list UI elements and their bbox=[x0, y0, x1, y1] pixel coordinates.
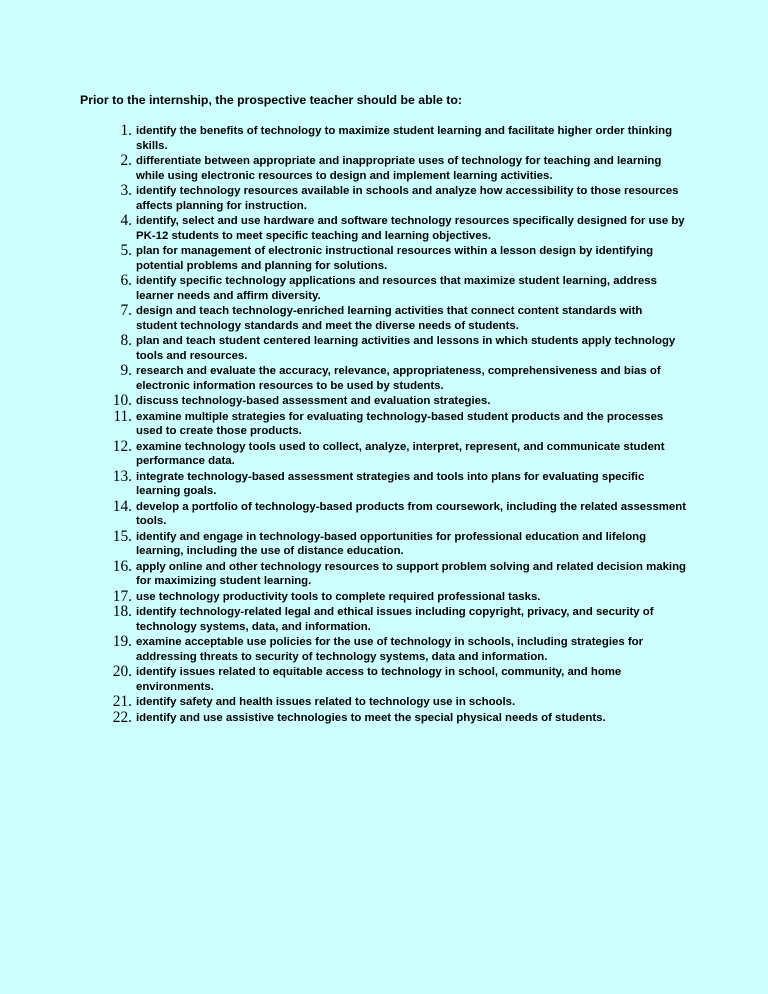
item-text: differentiate between appropriate and inappropriate uses of technology for teaching and learning while using electronic resources to design and implement learning activities. bbox=[136, 155, 662, 182]
item-number: 18. bbox=[112, 603, 132, 620]
list-item bbox=[86, 183, 686, 213]
item-number: 4. bbox=[120, 212, 132, 229]
list-item bbox=[86, 393, 686, 409]
list-item bbox=[86, 694, 686, 710]
item-number: 8. bbox=[120, 332, 132, 349]
list-item bbox=[86, 243, 686, 273]
item-text: apply online and other technology resources to support problem solving and related decision making for maximizing student learning. bbox=[136, 560, 687, 587]
item-number: 21. bbox=[112, 693, 132, 710]
item-text: discuss technology-based assessment and evaluation strategies. bbox=[136, 395, 491, 407]
item-number: 15. bbox=[112, 527, 132, 545]
objectives-list bbox=[86, 123, 686, 725]
item-text: research and evaluate the accuracy, relevance, appropriateness, comprehensiveness and bias of electronic information resources to be used by students. bbox=[136, 365, 661, 392]
item-number: 5. bbox=[120, 242, 132, 259]
item-number: 13. bbox=[112, 467, 132, 485]
item-text: identify technology resources available in schools and analyze how accessibility to those resources affects planning for instruction. bbox=[136, 185, 679, 212]
list-item bbox=[86, 409, 686, 439]
item-number: 17. bbox=[112, 587, 132, 605]
item-text: develop a portfolio of technology-based products from coursework, including the related assessment tools. bbox=[136, 500, 687, 527]
item-text: plan for management of electronic instructional resources within a lesson design by identifying potential problems and planning for solutions. bbox=[136, 245, 654, 272]
list-item bbox=[86, 333, 686, 363]
item-number: 14. bbox=[112, 497, 132, 515]
list-item bbox=[86, 664, 686, 694]
list-item bbox=[86, 634, 686, 664]
list-item bbox=[86, 123, 686, 153]
list-item bbox=[86, 604, 686, 634]
item-number: 19. bbox=[112, 633, 132, 650]
list-item bbox=[86, 559, 686, 589]
item-text: identify, select and use hardware and software technology resources specifically designed for use by PK-12 students to meet specific teaching and learning objectives. bbox=[136, 215, 685, 242]
item-text: examine acceptable use policies for the use of technology in schools, including strategies for addressing threats to security of technology systems, data and information. bbox=[136, 636, 644, 663]
item-number: 10. bbox=[112, 392, 132, 409]
item-text: identify the benefits of technology to maximize student learning and facilitate higher order thinking skills. bbox=[136, 125, 673, 152]
list-item bbox=[86, 589, 686, 605]
list-item bbox=[86, 499, 686, 529]
item-text: identify technology-related legal and ethical issues including copyright, privacy, and security of technology systems, data, and information. bbox=[136, 606, 654, 633]
list-item bbox=[86, 710, 686, 726]
item-number: 11. bbox=[113, 407, 132, 425]
item-text: plan and teach student centered learning activities and lessons in which students apply technology tools and resources. bbox=[136, 335, 676, 362]
item-text: identify and engage in technology-based opportunities for professional education and lifelong learning, including the use of distance education. bbox=[136, 530, 647, 557]
list-item bbox=[86, 469, 686, 499]
item-text: integrate technology-based assessment strategies and tools into plans for evaluating specific learning goals. bbox=[136, 470, 645, 497]
item-number: 22. bbox=[112, 708, 132, 726]
list-item bbox=[86, 273, 686, 303]
list-item bbox=[86, 529, 686, 559]
item-text: examine multiple strategies for evaluating technology-based student products and the processes used to create those products. bbox=[136, 410, 664, 437]
item-number: 2. bbox=[120, 152, 132, 169]
item-text: examine technology tools used to collect, analyze, interpret, represent, and communicate student performance data. bbox=[136, 440, 665, 467]
item-number: 3. bbox=[120, 182, 132, 199]
intro-text: Prior to the internship, the prospective teacher should be able to: bbox=[80, 93, 462, 107]
item-text: identify and use assistive technologies to meet the special physical needs of students. bbox=[136, 711, 606, 724]
list-item bbox=[86, 439, 686, 469]
item-text: use technology productivity tools to complete required professional tasks. bbox=[136, 590, 541, 603]
list-item bbox=[86, 303, 686, 333]
item-number: 16. bbox=[112, 557, 132, 575]
item-text: identify safety and health issues related to technology use in schools. bbox=[136, 696, 516, 708]
item-number: 12. bbox=[112, 437, 132, 455]
list-item bbox=[86, 363, 686, 393]
list-item bbox=[86, 153, 686, 183]
item-number: 20. bbox=[112, 663, 132, 680]
item-number: 7. bbox=[120, 302, 132, 319]
item-text: identify issues related to equitable access to technology in school, community, and home environments. bbox=[136, 666, 622, 693]
item-text: identify specific technology applications and resources that maximize student learning, address learner needs and affirm diversity. bbox=[136, 275, 657, 302]
item-number: 1. bbox=[120, 122, 132, 139]
item-number: 9. bbox=[120, 362, 132, 379]
item-text: design and teach technology-enriched learning activities that connect content standards with student technology standards and meet the diverse needs of students. bbox=[136, 305, 643, 332]
list-item bbox=[86, 213, 686, 243]
item-number: 6. bbox=[120, 272, 132, 289]
